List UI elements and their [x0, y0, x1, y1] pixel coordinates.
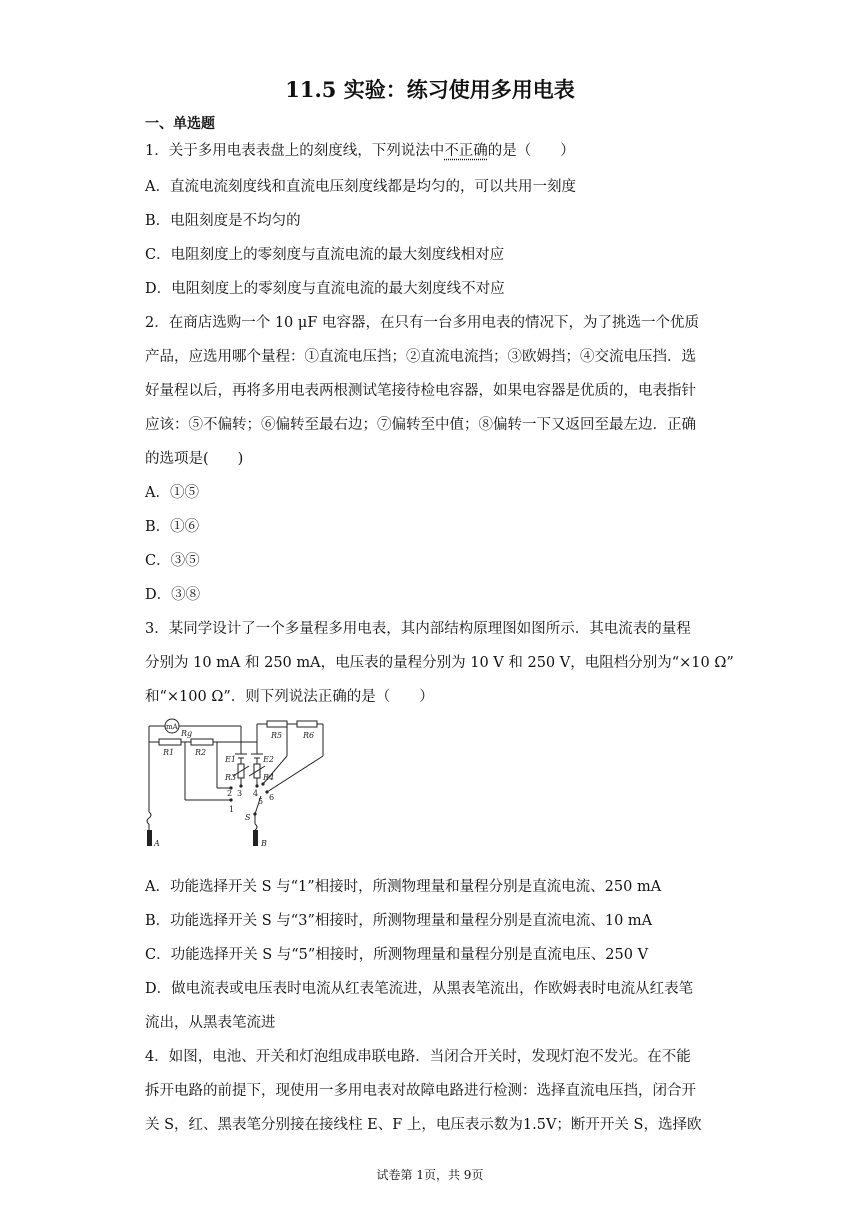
emphasis-not-correct: 不正确 [444, 143, 488, 159]
q1-option-b: B．电阻刻度是不均匀的 [145, 213, 301, 229]
q1-option-c: C．电阻刻度上的零刻度与直流电流的最大刻度线相对应 [145, 247, 505, 263]
label-r4: R4 [263, 773, 275, 782]
label-r6: R6 [303, 731, 315, 740]
q2-option-d: D．③⑧ [145, 587, 201, 603]
question-3-line: 分别为 10 mA 和 250 mA，电压表的量程分别为 10 V 和 250 V，电阻档分别为“×10 Ω” [145, 655, 734, 671]
label-switch-s: S [245, 813, 251, 822]
question-4-line: 4．如图，电池、开关和灯泡组成串联电路．当闭合开关时，发现灯泡不发光。在不能 [145, 1049, 691, 1065]
label-r1: R1 [163, 748, 175, 757]
question-2-line: 产品，应选用哪个量程：①直流电压挡；②直流电流挡；③欧姆挡；④交流电压挡．选 [145, 349, 696, 365]
meter-label: mA [166, 723, 178, 731]
q1-option-d: D．电阻刻度上的零刻度与直流电流的最大刻度线不对应 [145, 281, 505, 297]
label-r5: R5 [271, 731, 283, 740]
question-2-line: 好量程以后，再将多用电表两根测试笔接待检电容器，如果电容器是优质的，电表指针 [145, 383, 696, 399]
question-3-line: 和“×100 Ω”．则下列说法正确的是（ ） [145, 689, 434, 705]
terminal-3: 3 [237, 789, 243, 798]
probe-a [147, 830, 152, 846]
label-e2: E2 [263, 755, 274, 764]
terminal-5: 5 [258, 797, 264, 806]
section-heading: 一、单选题 [145, 116, 215, 132]
question-1-stem-text: 1．关于多用电表表盘上的刻度线，下列说法中 [145, 143, 445, 159]
label-r3: R3 [225, 773, 237, 782]
q2-option-a: A．①⑤ [145, 485, 199, 501]
q3-option-d-cont: 流出，从黑表笔流进 [145, 1015, 276, 1031]
multimeter-circuit-diagram [145, 716, 335, 856]
q3-option-c: C．功能选择开关 S 与“5”相接时，所测物理量和量程分别是直流电压、250 V [145, 947, 649, 963]
q3-option-a: A．功能选择开关 S 与“1”相接时，所测物理量和量程分别是直流电流、250 mA [145, 879, 662, 895]
label-r2: R2 [195, 748, 207, 757]
label-e1: E1 [225, 755, 236, 764]
q3-option-b: B．功能选择开关 S 与“3”相接时，所测物理量和量程分别是直流电流、10 mA [145, 913, 653, 929]
terminal-2: 2 [227, 789, 233, 798]
probe-b [253, 830, 258, 846]
page-footer: 试卷第 1页，共 9页 [376, 1168, 484, 1182]
q2-option-c: C．③⑤ [145, 553, 200, 569]
q2-option-b: B．①⑥ [145, 519, 200, 535]
page-title: 11.5 实验：练习使用多用电表 [285, 77, 575, 102]
q1-option-a: A．直流电流刻度线和直流电压刻度线都是均匀的，可以共用一刻度 [145, 179, 576, 195]
resistor-r5 [267, 721, 287, 727]
question-4-line: 关 S，红、黑表笔分别接在接线柱 E、F 上，电压表示数为1.5V；断开开关 S，选择欧 [145, 1117, 702, 1133]
label-probe-a: A [154, 839, 160, 848]
label-probe-b: B [261, 839, 267, 848]
question-1-stem [145, 139, 575, 160]
question-2-line: 应该：⑤不偏转；⑥偏转至最右边；⑦偏转至中值；⑧偏转一下又返回至最左边．正确 [145, 417, 696, 433]
question-3-line: 3．某同学设计了一个多量程多用电表，其内部结构原理图如图所示．其电流表的量程 [145, 621, 691, 637]
question-2-line: 的选项是( ) [145, 451, 244, 467]
terminal-4: 4 [253, 789, 259, 798]
terminal-1: 1 [229, 805, 235, 814]
question-1-stem-end: 的是（ ） [487, 143, 575, 159]
question-2-line: 2．在商店选购一个 10 μF 电容器，在只有一台多用电表的情况下，为了挑选一个优质 [145, 315, 699, 331]
resistor-r2 [191, 739, 213, 745]
label-rg: Rg [181, 729, 193, 738]
resistor-r1 [159, 739, 181, 745]
question-4-line: 拆开电路的前提下，现使用一多用电表对故障电路进行检测：选择直流电压挡，闭合开 [145, 1083, 696, 1099]
resistor-r6 [297, 721, 317, 727]
terminal-6: 6 [269, 793, 275, 802]
q3-option-d: D．做电流表或电压表时电流从红表笔流进，从黑表笔流出，作欧姆表时电流从红表笔 [145, 981, 694, 997]
